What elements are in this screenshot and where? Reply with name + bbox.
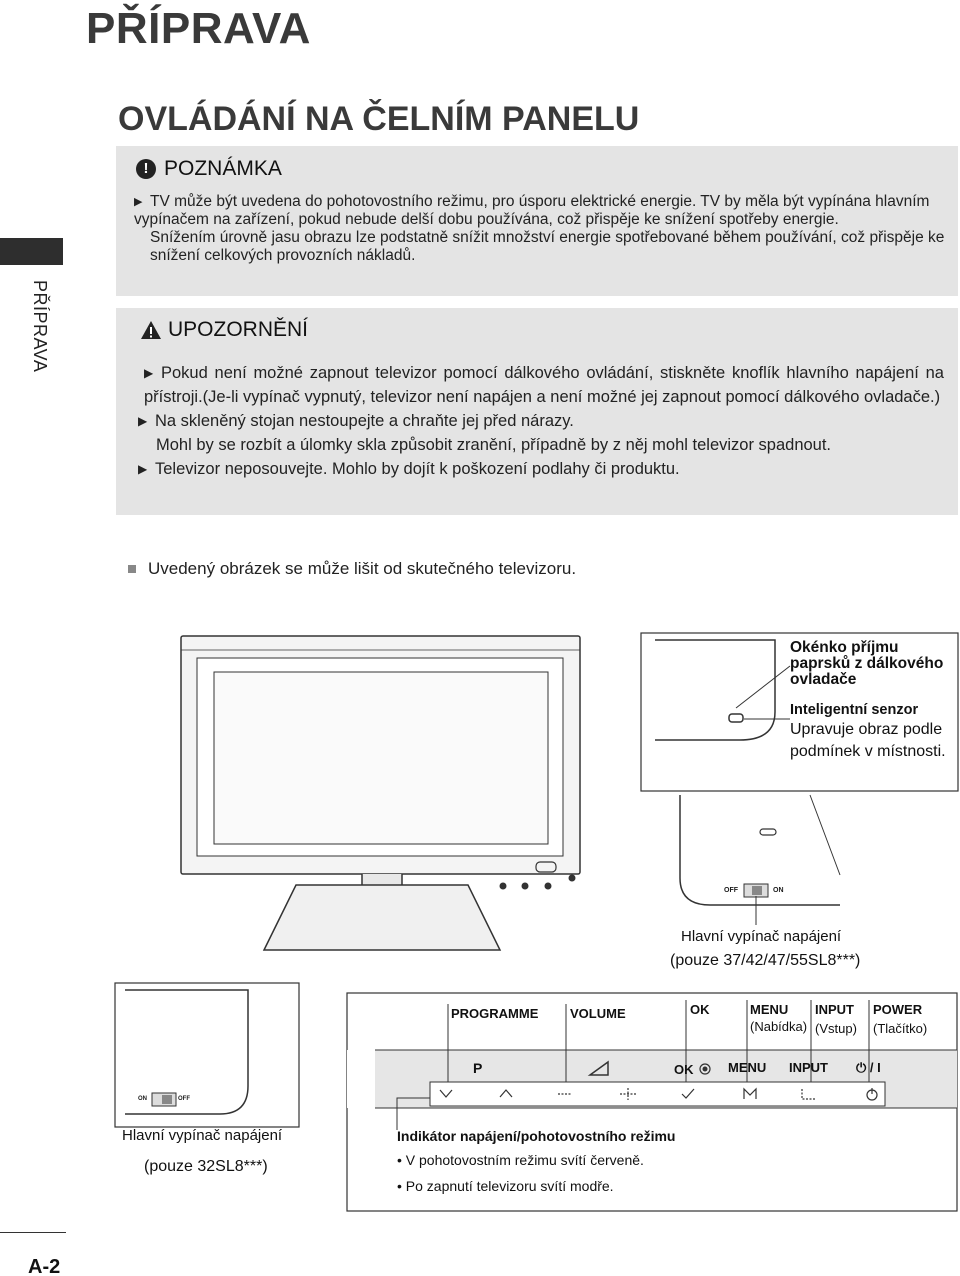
note-heading-text: POZNÁMKA — [164, 157, 282, 180]
page-number: A-2 — [28, 1256, 61, 1276]
intelligent-sensor-desc: Upravuje obraz podle podmínek v místnosti. — [790, 721, 946, 760]
bullet-dot-icon: • — [397, 1152, 402, 1168]
programme-button[interactable]: P — [473, 1060, 483, 1076]
input-sublabel: (Vstup) — [815, 1021, 857, 1036]
warning-heading-text: UPOZORNĚNÍ — [168, 318, 309, 341]
indicator-title: Indikátor napájení/pohotovostního režimu — [397, 1128, 676, 1144]
ok-button[interactable]: OK — [674, 1062, 694, 1077]
main-switch-small-illustration — [115, 983, 299, 1127]
indicator-line-2: • Po zapnutí televizoru svítí modře. — [397, 1178, 614, 1194]
indicator-line-1: • V pohotovostním režimu svítí červeně. — [397, 1152, 644, 1168]
main-switch-large-illustration — [680, 795, 840, 925]
exclamation-icon: ! — [136, 159, 156, 179]
input-button[interactable]: INPUT — [789, 1060, 828, 1075]
input-label: INPUT — [815, 1002, 854, 1017]
warning-item-2-cont: Mohl by se rozbít a úlomky skla způsobit zranění, případně by z něj mohl televizor spadnout. — [156, 436, 832, 454]
switch-large-on-text: ON — [773, 887, 784, 894]
power-button[interactable]: ⏻ / I — [856, 1060, 881, 1075]
power-label: POWER — [873, 1002, 923, 1017]
main-switch-large-label: Hlavní vypínač napájení — [681, 928, 842, 945]
warning-item-1: ▶ Pokud není možné zapnout televizor pomocí dálkového ovládání, stiskněte knoflík hlavního napájení na přístroji.(Je-li vypínač vypnutý, televizor není napájen a není možné jej zapnout pomocí dálkového ovladače.) — [144, 361, 944, 409]
disclaimer: Uvedený obrázek se může lišit od skutečného televizoru. — [128, 559, 576, 579]
warning-item-2: ▶ Na skleněný stojan nestoupejte a chraňte jej před nárazy. — [144, 409, 944, 433]
main-switch-small-label: Hlavní vypínač napájení — [122, 1127, 283, 1144]
page-title: PŘÍPRAVA — [86, 4, 311, 53]
programme-label: PROGRAMME — [451, 1006, 539, 1021]
tv-illustration — [181, 636, 580, 950]
menu-button[interactable]: MENU — [728, 1060, 767, 1075]
power-sublabel: (Tlačítko) — [873, 1021, 928, 1036]
menu-sublabel: (Nabídka) — [750, 1019, 808, 1034]
note-paragraph-1: ▶ TV může být uvedena do pohotovostního režimu, pro úsporu elektrické energie. TV by měla být vypínána hlavním vypínačem na zařízení, pokud nebude delší dobu používána, což přispěje ke snížení spotřeby energie. — [134, 193, 930, 228]
menu-label: MENU — [750, 1002, 789, 1017]
volume-label: VOLUME — [570, 1006, 626, 1021]
switch-small-off-text: OFF — [178, 1096, 190, 1102]
bullet-dot-icon: • — [397, 1178, 402, 1194]
page-number-rule — [0, 1232, 66, 1233]
bullet-arrow-icon: ▶ — [138, 462, 148, 476]
section-title: OVLÁDÁNÍ NA ČELNÍM PANELU — [118, 100, 640, 138]
ok-label: OK — [690, 1002, 710, 1017]
switch-small-on-text: ON — [138, 1096, 147, 1102]
bullet-arrow-icon: ▶ — [138, 414, 148, 428]
bullet-arrow-icon: ▶ — [134, 196, 143, 208]
warning-item-3: ▶ Televizor neposouvejte. Mohlo by dojít k poškození podlahy či produktu. — [144, 457, 944, 481]
intelligent-sensor-title: Inteligentní senzor — [790, 702, 919, 718]
bullet-arrow-icon: ▶ — [144, 366, 154, 380]
note-paragraph-2: Snížením úrovně jasu obrazu lze podstatně snížit množství energie spotřebované během používání, což přispěje ke snížení celkových provozních nákladů. — [150, 229, 945, 264]
main-switch-large-models: (pouze 37/42/47/55SL8***) — [670, 952, 861, 969]
remote-window-label: Okénko příjmu paprsků z dálkového ovladače — [790, 639, 944, 688]
switch-large-off-text: OFF — [724, 887, 738, 894]
side-label: PŘÍPRAVA — [30, 280, 50, 373]
main-switch-small-models: (pouze 32SL8***) — [144, 1158, 268, 1175]
